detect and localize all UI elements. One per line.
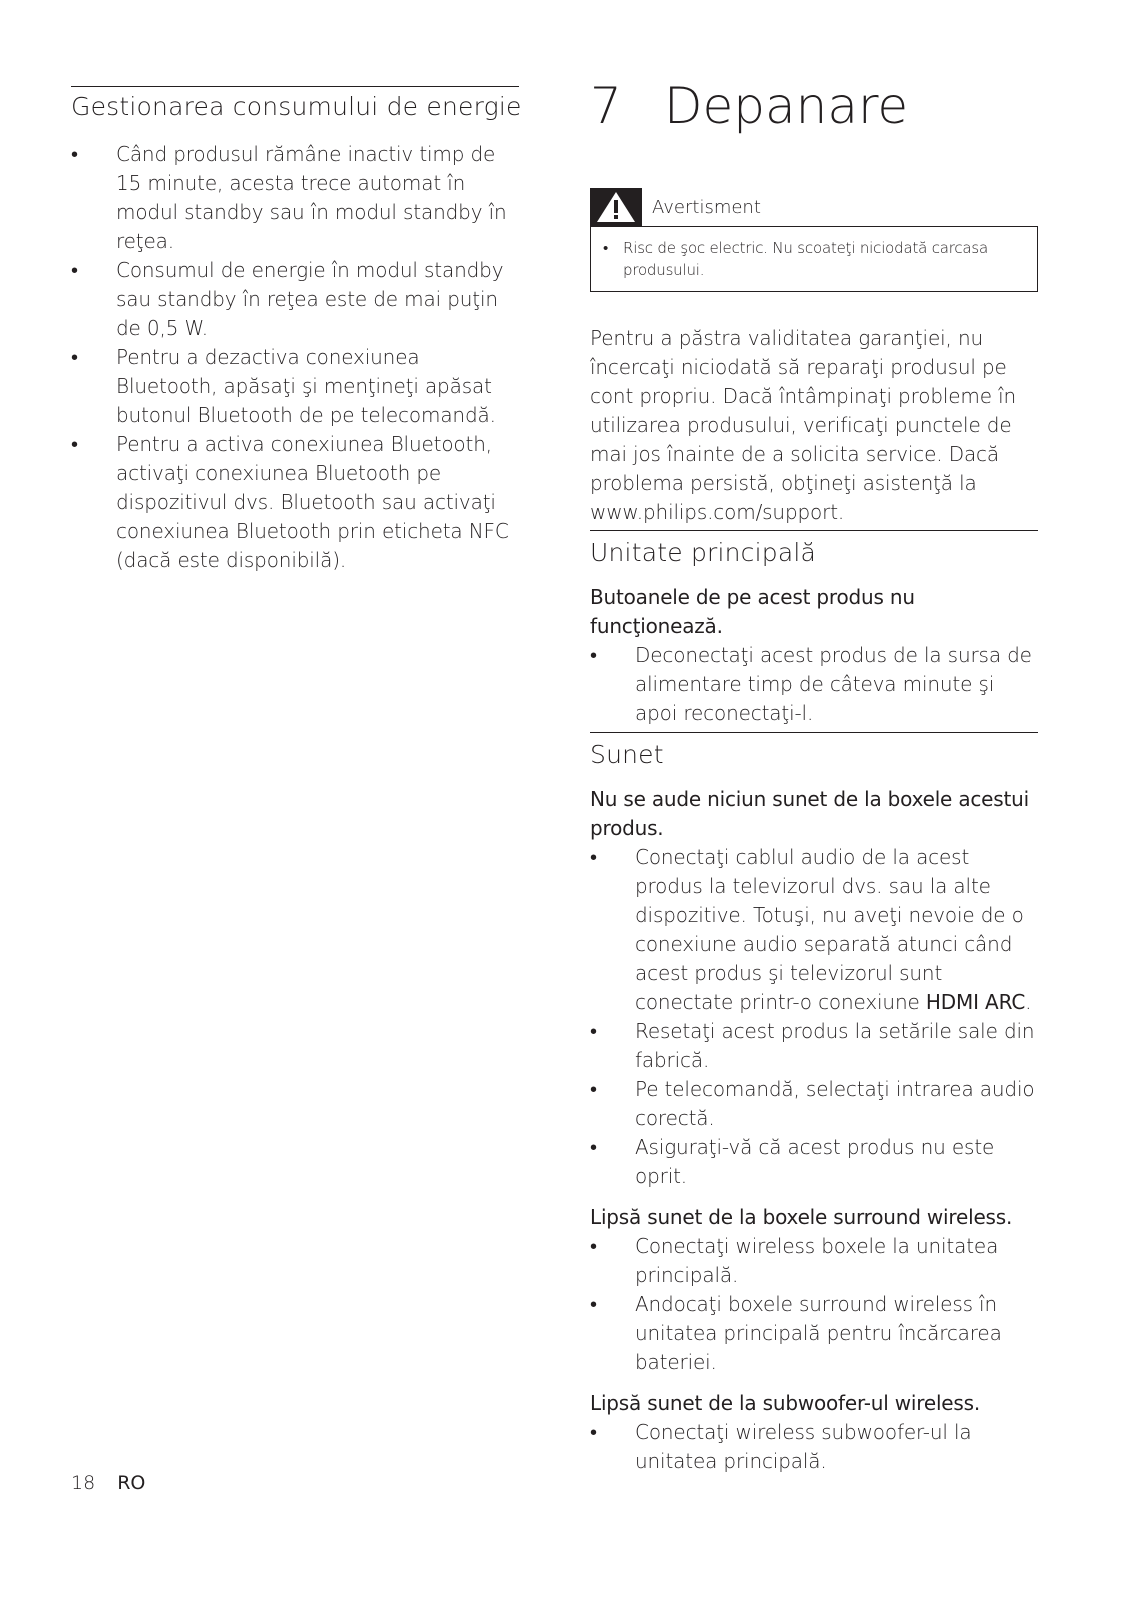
page-footer xyxy=(71,1472,145,1494)
section-divider xyxy=(71,86,519,87)
sound-section xyxy=(590,732,1038,1476)
warning-list xyxy=(603,237,1025,281)
solution-list xyxy=(590,843,1038,1191)
problem-heading: Butoanele de pe acest produs nu funcţionează. xyxy=(590,585,915,638)
list-item: • Pentru a dezactiva conexiunea Bluetooth, apăsaţi şi menţineţi apăsat butonul Bluetooth de pe telecomandă. xyxy=(71,345,496,427)
chapter-number: 7 xyxy=(590,77,622,135)
warning-header xyxy=(590,188,1038,226)
language-code: RO xyxy=(117,1472,146,1494)
chapter-name: Depanare xyxy=(664,77,909,135)
chapter-title xyxy=(590,74,908,138)
solution-list xyxy=(590,1418,1038,1476)
right-column xyxy=(590,0,1038,1601)
problem-heading: Lipsă sunet de la subwoofer-ul wireless. xyxy=(590,1391,981,1415)
intro-paragraph: Pentru a păstra validitatea garanţiei, nu încercaţi niciodată să reparaţi produsul pe cont propriu. Dacă întâmpinaţi probleme în utilizarea produsului, verificaţi punctele de mai jos înainte de a solicita service. Dacă problema persistă, obţineţi asistenţă la www.philips.com/support. xyxy=(590,326,1017,524)
main-unit-section xyxy=(590,530,1038,728)
problem-heading: Lipsă sunet de la boxele surround wireless. xyxy=(590,1205,1013,1229)
solution-list xyxy=(590,641,1038,728)
section-divider xyxy=(590,530,1038,531)
list-item: • Conectaţi wireless subwoofer-ul la unitatea principală. xyxy=(590,1420,972,1473)
energy-list xyxy=(71,140,519,575)
solution-list xyxy=(590,1232,1038,1377)
energy-heading: Gestionarea consumului de energie xyxy=(71,92,522,121)
list-item: • Conectaţi cablul audio de la acest produs la televizorul dvs. sau la alte dispozitive. Totuşi, nu aveţi nevoie de o conexiune audio separată atunci când acest produs şi televizorul sunt conectate printr-o conexiune HDMI ARC. xyxy=(590,845,1032,1014)
left-column xyxy=(71,0,522,1601)
list-item: • Asiguraţi-vă că acest produs nu este oprit. xyxy=(590,1135,995,1188)
list-item: • Conectaţi wireless boxele la unitatea principală. xyxy=(590,1234,999,1287)
list-item: • Pe telecomandă, selectaţi intrarea audio corectă. xyxy=(590,1077,1035,1130)
list-item: • Pentru a activa conexiunea Bluetooth, activaţi conexiunea Bluetooth pe dispozitivul dvs. Bluetooth sau activaţi conexiunea Bluetooth prin eticheta NFC (dacă este disponibilă). xyxy=(71,432,509,572)
warning-icon xyxy=(590,188,642,226)
sound-heading: Sunet xyxy=(590,740,664,769)
problem-heading: Nu se aude niciun sunet de la boxele acestui produs. xyxy=(590,787,1029,840)
warning-box xyxy=(590,226,1038,292)
main-unit-heading: Unitate principală xyxy=(590,538,817,567)
warning-block xyxy=(590,188,1038,292)
list-item: • Andocaţi boxele surround wireless în unitatea principală pentru încărcarea bateriei. xyxy=(590,1292,1002,1374)
list-item: • Resetaţi acest produs la setările sale din fabrică. xyxy=(590,1019,1035,1072)
hdmi-arc-term: HDMI ARC xyxy=(925,990,1026,1014)
list-item: • Risc de şoc electric. Nu scoateţi niciodată carcasa produsului. xyxy=(603,239,989,279)
warning-title: Avertisment xyxy=(652,196,761,218)
list-item: • Când produsul rămâne inactiv timp de 15 minute, acesta trece automat în modul standby sau în modul standby în reţea. xyxy=(71,142,507,253)
section-divider xyxy=(590,732,1038,733)
page-number: 18 xyxy=(71,1472,96,1494)
list-item: • Deconectaţi acest produs de la sursa de alimentare timp de câteva minute şi apoi reconectaţi-l. xyxy=(590,643,1032,725)
list-item: • Consumul de energie în modul standby sau standby în reţea este de mai puţin de 0,5 W. xyxy=(71,258,504,340)
